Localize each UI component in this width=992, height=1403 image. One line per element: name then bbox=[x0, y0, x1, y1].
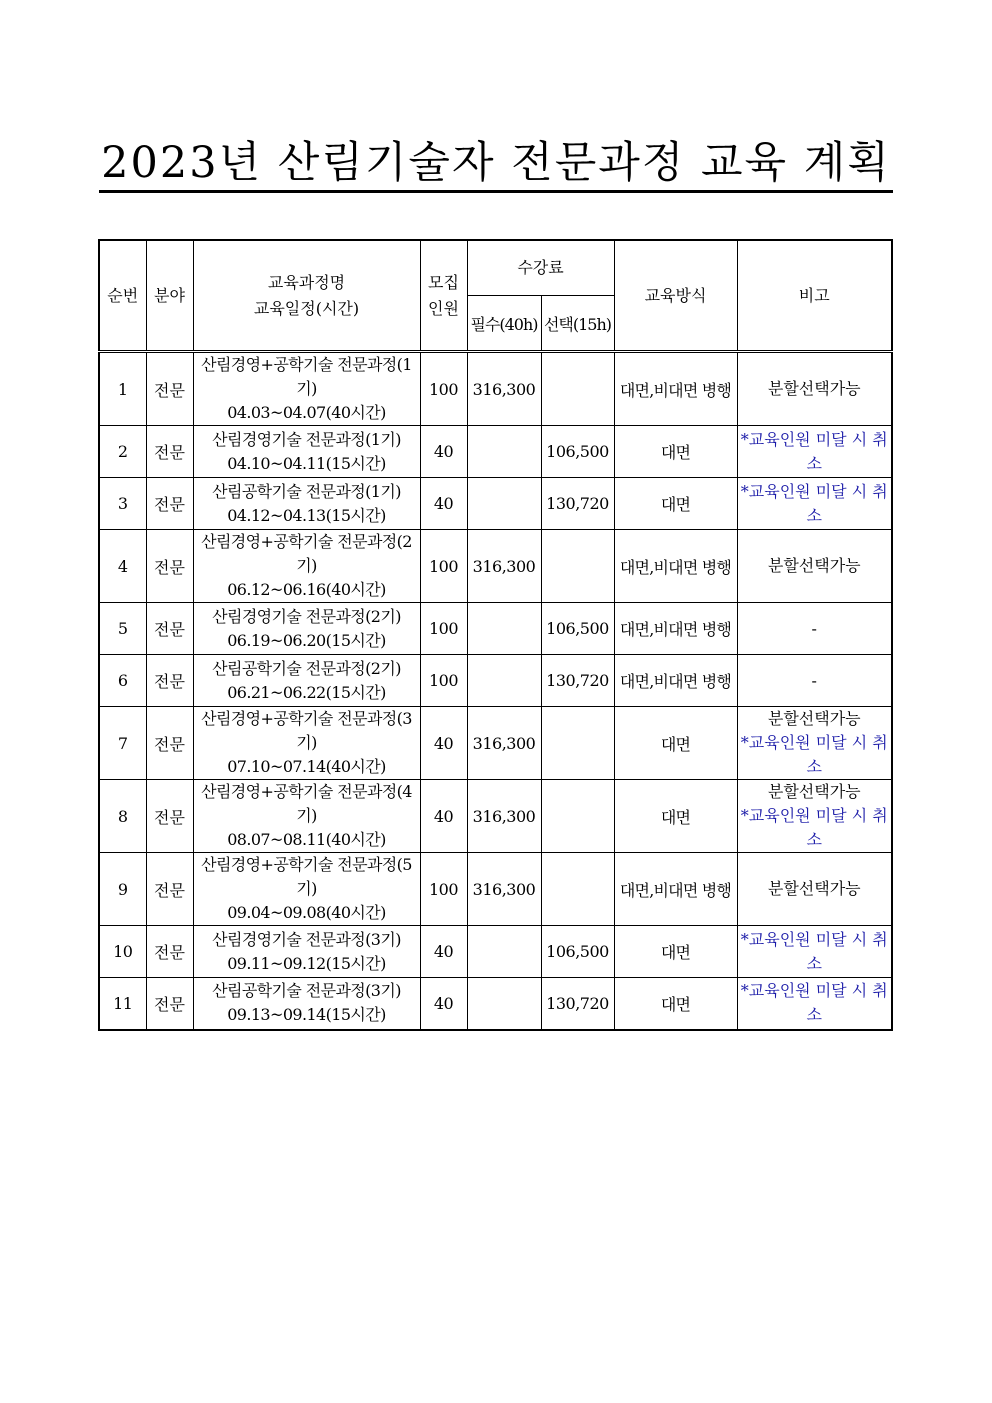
course-schedule: 09.13~09.14(15시간) bbox=[227, 1005, 386, 1025]
cell-fee-required bbox=[467, 655, 541, 707]
cell-course bbox=[193, 707, 420, 780]
remark-cancel-notice: *교육인원 미달 시 취소 bbox=[740, 981, 888, 1025]
remark-primary: 분할선택가능 bbox=[767, 879, 861, 898]
cell-method: 대면,비대면 병행 bbox=[614, 853, 737, 926]
cell-method: 대면,비대면 병행 bbox=[614, 352, 737, 426]
header-course-line1: 교육과정명 bbox=[267, 272, 346, 292]
cell-fee-optional bbox=[541, 780, 614, 853]
cell-remarks bbox=[737, 530, 892, 603]
cell-field: 전문 bbox=[146, 978, 193, 1030]
table-row bbox=[99, 478, 892, 530]
course-name: 산림공학기술 전문과정(2기) bbox=[212, 658, 401, 678]
cell-field: 전문 bbox=[146, 707, 193, 780]
course-schedule: 04.10~04.11(15시간) bbox=[227, 453, 386, 473]
cell-remarks bbox=[737, 707, 892, 780]
cell-course bbox=[193, 926, 420, 978]
header-fee-optional: 선택(15h) bbox=[541, 296, 614, 352]
remark-primary: - bbox=[811, 670, 817, 690]
cell-course bbox=[193, 853, 420, 926]
table-row bbox=[99, 603, 892, 655]
cell-remarks bbox=[737, 655, 892, 707]
course-schedule: 06.21~06.22(15시간) bbox=[227, 682, 386, 702]
table-row bbox=[99, 352, 892, 426]
title-wrapper bbox=[0, 138, 992, 193]
cell-remarks bbox=[737, 352, 892, 426]
cell-field: 전문 bbox=[146, 603, 193, 655]
cell-seq: 1 bbox=[99, 352, 146, 426]
course-name: 산림경영+공학기술 전문과정(1기) bbox=[201, 355, 412, 398]
cell-fee-required: 316,300 bbox=[467, 707, 541, 780]
cell-fee-optional: 106,500 bbox=[541, 926, 614, 978]
cell-fee-optional bbox=[541, 853, 614, 926]
cell-method: 대면 bbox=[614, 780, 737, 853]
cell-recruit: 100 bbox=[420, 603, 467, 655]
header-recruit-line1: 모집 bbox=[428, 272, 459, 292]
cell-method: 대면,비대면 병행 bbox=[614, 655, 737, 707]
cell-field: 전문 bbox=[146, 853, 193, 926]
cell-remarks bbox=[737, 926, 892, 978]
header-method: 교육방식 bbox=[614, 240, 737, 352]
cell-fee-required: 316,300 bbox=[467, 352, 541, 426]
cell-fee-optional bbox=[541, 707, 614, 780]
table-row bbox=[99, 530, 892, 603]
course-name: 산림경영기술 전문과정(3기) bbox=[212, 929, 401, 949]
remark-cancel-notice: *교육인원 미달 시 취소 bbox=[740, 929, 888, 973]
cell-seq: 11 bbox=[99, 978, 146, 1030]
cell-remarks bbox=[737, 426, 892, 478]
header-remarks: 비고 bbox=[737, 240, 892, 352]
cell-seq: 10 bbox=[99, 926, 146, 978]
cell-method: 대면 bbox=[614, 978, 737, 1030]
cell-fee-optional: 106,500 bbox=[541, 603, 614, 655]
header-fee-required: 필수(40h) bbox=[467, 296, 541, 352]
cell-remarks bbox=[737, 978, 892, 1030]
header-recruit-line2: 인원 bbox=[428, 298, 459, 318]
table-row bbox=[99, 426, 892, 478]
remark-primary: 분할선택가능 bbox=[767, 709, 861, 728]
course-schedule: 06.12~06.16(40시간) bbox=[227, 580, 386, 599]
remark-cancel-notice: *교육인원 미달 시 취소 bbox=[740, 806, 888, 849]
course-name: 산림경영+공학기술 전문과정(5기) bbox=[201, 855, 412, 898]
cell-fee-required bbox=[467, 978, 541, 1030]
cell-recruit: 100 bbox=[420, 853, 467, 926]
header-course bbox=[193, 240, 420, 352]
header-fee: 수강료 bbox=[467, 240, 614, 296]
cell-fee-optional bbox=[541, 352, 614, 426]
course-schedule: 07.10~07.14(40시간) bbox=[227, 757, 386, 776]
cell-fee-required: 316,300 bbox=[467, 780, 541, 853]
header-course-line2: 교육일정(시간) bbox=[253, 298, 360, 318]
cell-fee-optional: 130,720 bbox=[541, 978, 614, 1030]
header-recruit bbox=[420, 240, 467, 352]
cell-field: 전문 bbox=[146, 530, 193, 603]
cell-method: 대면 bbox=[614, 707, 737, 780]
cell-field: 전문 bbox=[146, 426, 193, 478]
course-schedule: 09.11~09.12(15시간) bbox=[227, 953, 386, 973]
cell-fee-optional: 130,720 bbox=[541, 478, 614, 530]
remark-cancel-notice: *교육인원 미달 시 취소 bbox=[740, 733, 888, 776]
cell-recruit: 40 bbox=[420, 978, 467, 1030]
course-name: 산림경영+공학기술 전문과정(2기) bbox=[201, 532, 412, 575]
course-name: 산림공학기술 전문과정(3기) bbox=[212, 981, 401, 1001]
cell-course bbox=[193, 780, 420, 853]
cell-course bbox=[193, 426, 420, 478]
cell-field: 전문 bbox=[146, 926, 193, 978]
cell-recruit: 100 bbox=[420, 352, 467, 426]
course-name: 산림경영+공학기술 전문과정(4기) bbox=[201, 782, 412, 825]
cell-method: 대면 bbox=[614, 478, 737, 530]
cell-course bbox=[193, 478, 420, 530]
cell-seq: 9 bbox=[99, 853, 146, 926]
cell-recruit: 40 bbox=[420, 926, 467, 978]
remark-cancel-notice: *교육인원 미달 시 취소 bbox=[740, 481, 888, 525]
cell-recruit: 40 bbox=[420, 478, 467, 530]
cell-seq: 8 bbox=[99, 780, 146, 853]
cell-fee-optional bbox=[541, 530, 614, 603]
education-plan-table bbox=[98, 239, 893, 1031]
course-schedule: 04.12~04.13(15시간) bbox=[227, 505, 386, 525]
cell-fee-required bbox=[467, 478, 541, 530]
table-row bbox=[99, 978, 892, 1030]
cell-field: 전문 bbox=[146, 655, 193, 707]
cell-course bbox=[193, 603, 420, 655]
cell-recruit: 40 bbox=[420, 780, 467, 853]
cell-recruit: 100 bbox=[420, 530, 467, 603]
cell-fee-required bbox=[467, 926, 541, 978]
table-row bbox=[99, 707, 892, 780]
course-name: 산림공학기술 전문과정(1기) bbox=[212, 481, 401, 501]
cell-recruit: 100 bbox=[420, 655, 467, 707]
remark-cancel-notice: *교육인원 미달 시 취소 bbox=[740, 429, 888, 473]
table-row bbox=[99, 780, 892, 853]
header-seq: 순번 bbox=[99, 240, 146, 352]
table-row bbox=[99, 853, 892, 926]
cell-remarks bbox=[737, 478, 892, 530]
cell-field: 전문 bbox=[146, 780, 193, 853]
table-row bbox=[99, 655, 892, 707]
course-schedule: 06.19~06.20(15시간) bbox=[227, 630, 386, 650]
cell-course bbox=[193, 530, 420, 603]
remark-primary: - bbox=[811, 618, 817, 638]
remark-primary: 분할선택가능 bbox=[767, 556, 861, 575]
course-name: 산림경영기술 전문과정(1기) bbox=[212, 429, 401, 449]
cell-fee-required: 316,300 bbox=[467, 853, 541, 926]
table-body bbox=[99, 352, 892, 1030]
cell-course bbox=[193, 978, 420, 1030]
cell-fee-required bbox=[467, 603, 541, 655]
cell-fee-optional: 130,720 bbox=[541, 655, 614, 707]
cell-course bbox=[193, 352, 420, 426]
table-header bbox=[99, 240, 892, 352]
cell-recruit: 40 bbox=[420, 707, 467, 780]
cell-fee-optional: 106,500 bbox=[541, 426, 614, 478]
cell-seq: 4 bbox=[99, 530, 146, 603]
remark-primary: 분할선택가능 bbox=[767, 782, 861, 801]
course-schedule: 09.04~09.08(40시간) bbox=[227, 903, 386, 922]
course-schedule: 08.07~08.11(40시간) bbox=[227, 830, 386, 849]
cell-seq: 5 bbox=[99, 603, 146, 655]
cell-fee-required bbox=[467, 426, 541, 478]
cell-seq: 3 bbox=[99, 478, 146, 530]
cell-remarks bbox=[737, 603, 892, 655]
cell-method: 대면,비대면 병행 bbox=[614, 530, 737, 603]
page-title: 2023년 산림기술자 전문과정 교육 계획 bbox=[99, 138, 893, 193]
cell-method: 대면 bbox=[614, 426, 737, 478]
cell-field: 전문 bbox=[146, 478, 193, 530]
cell-recruit: 40 bbox=[420, 426, 467, 478]
cell-remarks bbox=[737, 780, 892, 853]
cell-seq: 2 bbox=[99, 426, 146, 478]
cell-remarks bbox=[737, 853, 892, 926]
cell-method: 대면,비대면 병행 bbox=[614, 603, 737, 655]
table-row bbox=[99, 926, 892, 978]
cell-fee-required: 316,300 bbox=[467, 530, 541, 603]
cell-method: 대면 bbox=[614, 926, 737, 978]
remark-primary: 분할선택가능 bbox=[767, 379, 861, 398]
cell-course bbox=[193, 655, 420, 707]
cell-field: 전문 bbox=[146, 352, 193, 426]
cell-seq: 7 bbox=[99, 707, 146, 780]
course-name: 산림경영기술 전문과정(2기) bbox=[212, 606, 401, 626]
cell-seq: 6 bbox=[99, 655, 146, 707]
header-field: 분야 bbox=[146, 240, 193, 352]
course-name: 산림경영+공학기술 전문과정(3기) bbox=[201, 709, 412, 752]
course-schedule: 04.03~04.07(40시간) bbox=[227, 403, 386, 422]
